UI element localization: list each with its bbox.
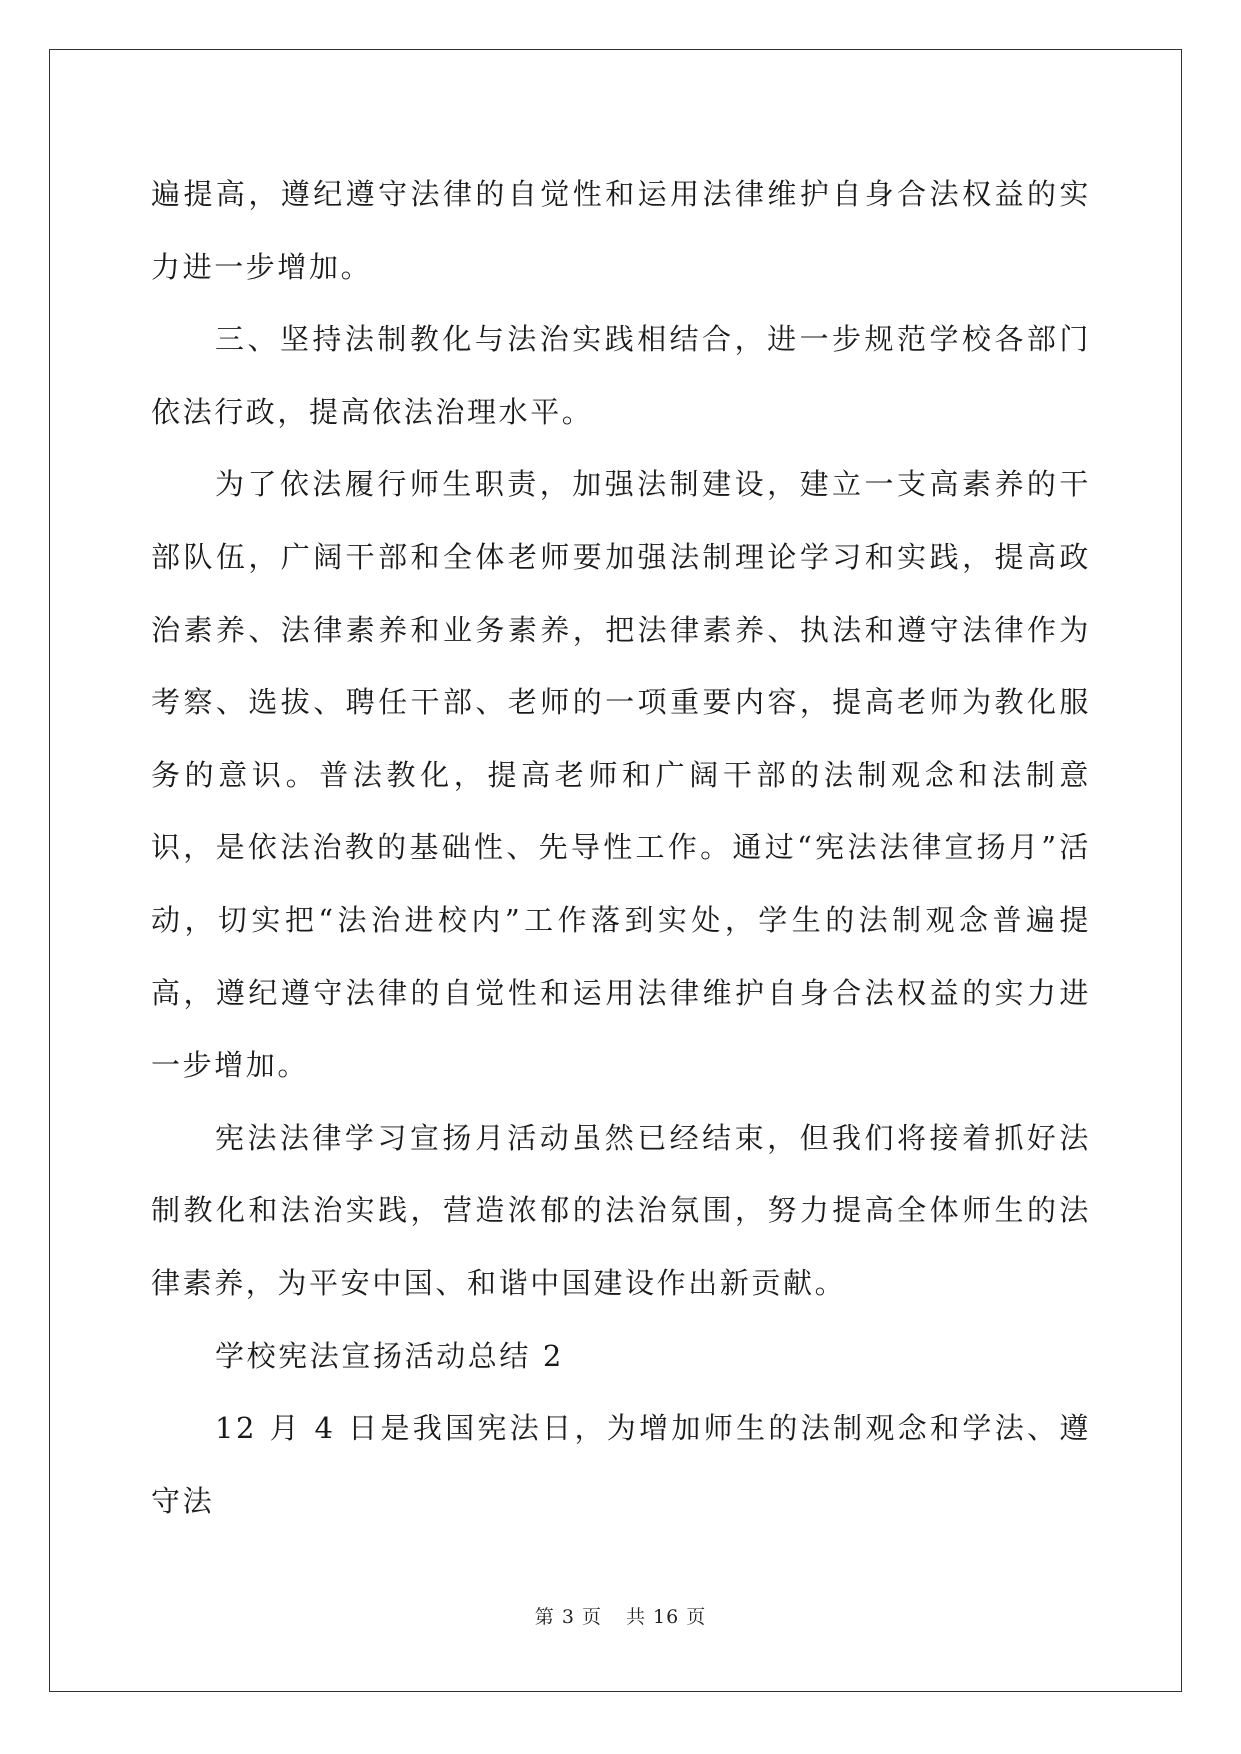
paragraph-2: 三、坚持法制教化与法治实践相结合，进一步规范学校各部门依法行政，提高依法治理水平。 — [151, 322, 1091, 429]
paragraph-5: 12 月 4 日是我国宪法日，为增加师生的法制观念和学法、遵守法 — [151, 1411, 1091, 1518]
section-heading: 学校宪法宣扬活动总结 2 — [215, 1338, 564, 1373]
paragraph-4: 宪法法律学习宣扬月活动虽然已经结束，但我们将接着抓好法制教化和法治实践，营造浓郁的法治氛围，努力提高全体师生的法律素养，为平安中国、和谐中国建设作出新贡献。 — [151, 1120, 1091, 1300]
paragraph-3: 为了依法履行师生职责，加强法制建设，建立一支高素养的干部队伍，广阔干部和全体老师要加强法制理论学习和实践，提高政治素养、法律素养和业务素养，把法律素养、执法和遵守法律作为考察、选拔、聘任干部、老师的一项重要内容，提高老师为教化服务的意识。普法教化，提高老师和广阔干部的法制观念和法制意识，是依法治教的基础性、先导性工作。通过“宪法法律宣扬月”活动，切实把“法治进校内”工作落到实处，学生的法制观念普遍提高，遵纪遵守法律的自觉性和运用法律维护自身合法权益的实力进一步增加。 — [151, 467, 1091, 1083]
document-body — [151, 158, 1091, 1537]
page-total: 共 16 页 — [625, 1606, 707, 1628]
page-number: 第 3 页 — [534, 1606, 602, 1628]
paragraph-1: 遍提高，遵纪遵守法律的自觉性和运用法律维护自身合法权益的实力进一步增加。 — [151, 177, 1091, 284]
page-footer — [0, 1602, 1241, 1629]
